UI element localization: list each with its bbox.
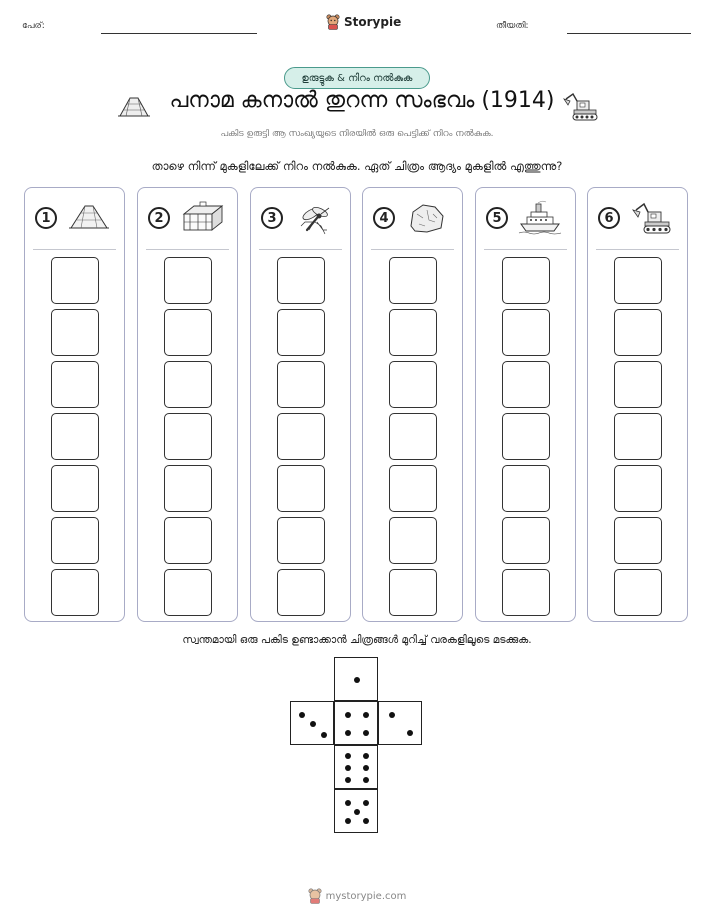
instruction-text: താഴെ നിന്ന് മുകളിലേക്ക് നിറം നൽകുക. ഏത് ചിത്രം ആദ്യം മുകളിൽ എത്തുന്നു? [151,159,563,173]
color-box[interactable] [51,465,99,512]
color-box[interactable] [51,361,99,408]
column-divider [484,249,567,250]
color-box[interactable] [502,569,550,616]
color-box[interactable] [389,517,437,564]
color-box[interactable] [164,517,212,564]
steamship-icon [518,200,562,236]
color-box[interactable] [614,569,662,616]
dice-face-2 [378,701,422,745]
color-box[interactable] [502,361,550,408]
mosquito-icon [293,200,337,236]
color-box[interactable] [164,413,212,460]
dice-pip [407,730,413,736]
dice-face-3 [290,701,334,745]
canal-icon [116,96,152,118]
rock-icon [405,200,449,236]
column-4 [362,187,463,622]
dice-pip [363,712,369,718]
dice-pip [345,753,351,759]
page-title: പനാമ കനാൽ തുറന്ന സംഭവം (1914) [169,88,555,113]
color-box[interactable] [164,465,212,512]
color-box[interactable] [51,413,99,460]
dice-pip [363,818,369,824]
color-box[interactable] [614,257,662,304]
excavator-icon [563,91,599,123]
canal-icon [67,200,111,236]
color-box[interactable] [164,569,212,616]
fold-instruction: സ്വന്തമായി ഒരു പകിട ഉണ്ടാക്കാൻ ചിത്രങ്ങൾ മുറിച്ച് വരകളിലൂടെ മടക്കുക. [182,634,532,646]
color-box[interactable] [502,465,550,512]
dice-pip [321,732,327,738]
color-box[interactable] [277,569,325,616]
column-number: 5 [486,207,508,229]
color-box[interactable] [502,413,550,460]
dice-pip [354,809,360,815]
color-box[interactable] [389,257,437,304]
color-box[interactable] [277,413,325,460]
color-box[interactable] [614,309,662,356]
dice-pip [363,800,369,806]
date-label: തീയതി: [496,21,529,31]
column-5 [475,187,576,622]
brand-name: Storypie [344,15,402,29]
canal-lock-icon [180,200,224,236]
color-box[interactable] [51,569,99,616]
dice-pip [345,818,351,824]
dice-pip [354,677,360,683]
column-number: 2 [148,207,170,229]
dice-pip [345,712,351,718]
column-number: 1 [35,207,57,229]
date-field[interactable] [567,33,691,34]
color-box[interactable] [277,517,325,564]
color-box[interactable] [614,413,662,460]
column-divider [371,249,454,250]
column-divider [146,249,229,250]
dice-pip [345,730,351,736]
column-divider [33,249,116,250]
footer-site: mystorypie.com [325,890,407,902]
color-box[interactable] [502,257,550,304]
color-box[interactable] [502,517,550,564]
brand-logo [326,14,401,30]
dice-pip [345,800,351,806]
color-box[interactable] [389,569,437,616]
color-box[interactable] [51,309,99,356]
dice-pip [363,777,369,783]
dice-pip [389,712,395,718]
color-box[interactable] [389,465,437,512]
page-subtitle: പകിട ഉരുട്ടി ആ സംഖ്യയുടെ നിരയിൽ ഒരു പെട്ടിക്ക് നിറം നൽകുക. [220,129,494,139]
color-box[interactable] [277,361,325,408]
excavator-icon [630,200,674,236]
column-1 [24,187,125,622]
dice-pip [363,753,369,759]
name-field[interactable] [101,33,257,34]
color-box[interactable] [277,257,325,304]
activity-tag: ഉരുട്ടുക & നിറം നൽകുക [284,67,430,89]
color-box[interactable] [389,413,437,460]
column-6 [587,187,688,622]
color-box[interactable] [502,309,550,356]
column-divider [596,249,679,250]
name-label: പേര്: [22,21,45,31]
dice-face-6 [334,745,378,789]
dice-face-1 [334,657,378,701]
color-box[interactable] [164,257,212,304]
bear-icon [308,888,322,904]
dice-pip [363,765,369,771]
column-3 [250,187,351,622]
dice-pip [310,721,316,727]
color-box[interactable] [614,361,662,408]
color-box[interactable] [614,465,662,512]
color-box[interactable] [389,361,437,408]
color-box[interactable] [164,361,212,408]
color-box[interactable] [164,309,212,356]
dice-pip [363,730,369,736]
color-box[interactable] [277,309,325,356]
color-box[interactable] [51,257,99,304]
bear-icon [326,14,340,30]
column-number: 4 [373,207,395,229]
color-box[interactable] [389,309,437,356]
column-number: 3 [261,207,283,229]
dice-face-5 [334,789,378,833]
column-divider [259,249,342,250]
column-number: 6 [598,207,620,229]
column-2 [137,187,238,622]
dice-pip [345,777,351,783]
dice-face-4 [334,701,378,745]
color-box[interactable] [614,517,662,564]
footer [0,888,714,904]
color-box[interactable] [277,465,325,512]
color-box[interactable] [51,517,99,564]
dice-pip [299,712,305,718]
dice-pip [345,765,351,771]
